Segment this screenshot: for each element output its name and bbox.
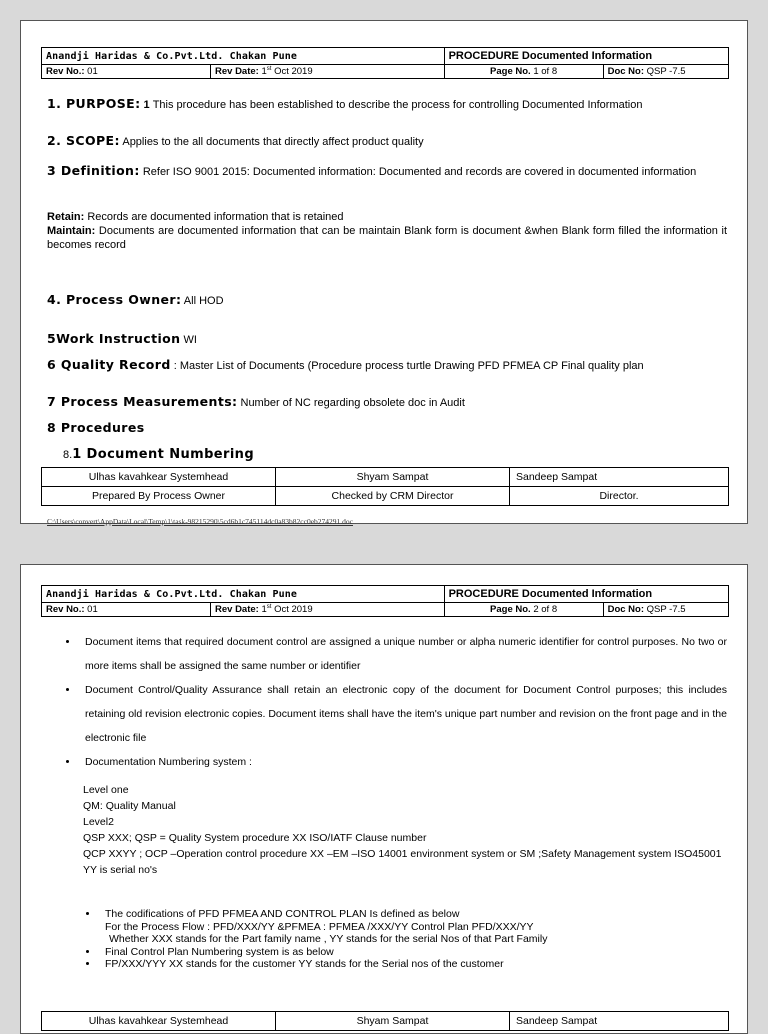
- prepared-by-role: Prepared By Process Owner: [42, 487, 276, 506]
- work-instruction-section: [47, 332, 727, 347]
- procedure-title: PROCEDURE Documented Information: [444, 586, 728, 603]
- definition-section: [47, 164, 727, 179]
- approval-table-2: [41, 1011, 729, 1031]
- document-header-table: [41, 47, 729, 79]
- approved-by-name: Sandeep Sampat: [510, 1012, 729, 1031]
- document-page-2: [20, 564, 748, 1034]
- quality-manual-line: QM: Quality Manual: [83, 800, 176, 812]
- work-instruction-heading: 5Work Instruction: [47, 331, 181, 346]
- quality-record-text: : Master List of Documents (Procedure process turtle Drawing PFD PFMEA CP Final quality plan: [170, 360, 644, 372]
- prepared-by-name: Ulhas kavahkear Systemhead: [42, 1012, 276, 1031]
- approved-by-role: Director.: [510, 487, 729, 506]
- scope-text: Applies to the all documents that directly affect product quality: [119, 136, 424, 148]
- level-two: Level2: [83, 816, 114, 828]
- codification-bullets: [83, 908, 727, 971]
- codification-explanation: Whether XXX stands for the Part family name , YY stands for the serial Nos of that Part Family: [109, 933, 548, 945]
- company-name: Anandji Haridas & Co.Pvt.Ltd. Chakan Pune: [42, 48, 445, 65]
- process-measurements-section: [47, 395, 727, 410]
- numbering-levels: [83, 782, 727, 878]
- page-no-cell: Page No. 1 of 8: [444, 65, 603, 79]
- bullet-electronic-copy: • Document Control/Quality Assurance shall retain an electronic copy of the document for Document Control purposes; this includes retaining old revision electronic copies. Document items shall have the item's unique part number and revision on the front page and in the electronic file: [79, 678, 727, 750]
- process-measurements-heading: 7 Process Measurements:: [47, 394, 238, 409]
- file-path: C:\Users\convert\AppData\Local\Temp\1\task-98215290\5cd6b1c745114dc0a83b82cc0eb274291.doc: [47, 517, 353, 526]
- doc-no-cell: Doc No: QSP -7.5: [603, 65, 728, 79]
- bullet-unique-identifier: • Document items that required document control are assigned a unique number or alpha numeric identifier for control purposes. No two or more items shall be assigned the same number or identifier: [79, 630, 727, 678]
- company-name: Anandji Haridas & Co.Pvt.Ltd. Chakan Pune: [42, 586, 445, 603]
- approval-table: [41, 467, 729, 506]
- scope-section: [47, 134, 727, 149]
- fp-line: • FP/XXX/YYY XX stands for the customer YY stands for the Serial nos of the customer: [99, 958, 727, 971]
- purpose-section: 1. PURPOSE: 1 This procedure has been established to describe the process for controlling Documented Information: [47, 96, 643, 111]
- document-page-1: [20, 20, 748, 524]
- work-instruction-text: WI: [180, 334, 197, 346]
- checked-by-name: Shyam Sampat: [276, 468, 510, 487]
- owner-section: [47, 293, 727, 308]
- procedure-title: PROCEDURE Documented Information: [444, 48, 728, 65]
- definition-heading: 3 Definition:: [47, 163, 140, 178]
- prepared-by-name: Ulhas kavahkear Systemhead: [42, 468, 276, 487]
- qcp-line: QCP XXYY ; OCP –Operation control procedure XX –EM –ISO 14001 environment system or SM ;Safety Management system ISO45001 YY is serial no's: [83, 848, 722, 876]
- final-control-plan-line: • Final Control Plan Numbering system is as below: [99, 946, 727, 959]
- document-header-table-2: [41, 585, 729, 617]
- rev-no-cell: Rev No.: 01: [42, 65, 211, 79]
- procedures-section: [47, 421, 727, 436]
- quality-record-section: [47, 358, 727, 373]
- page-no-cell: Page No. 2 of 8: [444, 603, 603, 617]
- retain-line: Retain: Records are documented information that is retained: [47, 211, 344, 223]
- control-bullets: [61, 630, 727, 774]
- maintain-line: Maintain: Documents are documented information that can be maintain Blank form is document &when Blank form filled the information it becomes record: [47, 225, 727, 251]
- quality-record-heading: 6 Quality Record: [47, 357, 171, 372]
- retain-maintain-section: [47, 210, 727, 252]
- doc-no-cell: Doc No: QSP -7.5: [603, 603, 728, 617]
- codification-process-flow: For the Process Flow : PFD/XXX/YY &PFMEA : PFMEA /XXX/YY Control Plan PFD/XXX/YY: [105, 920, 534, 933]
- document-numbering-heading: 1 Document Numbering: [72, 447, 255, 462]
- procedures-heading: 8 Procedures: [47, 420, 145, 435]
- qsp-line: QSP XXX; QSP = Quality System procedure XX ISO/IATF Clause number: [83, 832, 427, 844]
- document-numbering-section: 8.1 Document Numbering: [63, 447, 255, 462]
- level-one: Level one: [83, 784, 129, 796]
- bullet-numbering-system: • Documentation Numbering system :: [79, 750, 727, 774]
- rev-date-cell: Rev Date: 1st Oct 2019: [211, 65, 445, 79]
- checked-by-name: Shyam Sampat: [276, 1012, 510, 1031]
- checked-by-role: Checked by CRM Director: [276, 487, 510, 506]
- purpose-heading: 1. PURPOSE:: [47, 96, 141, 111]
- scope-heading: 2. SCOPE:: [47, 133, 120, 148]
- approved-by-name: Sandeep Sampat: [510, 468, 729, 487]
- owner-heading: 4. Process Owner:: [47, 292, 182, 307]
- purpose-text: This procedure has been established to describe the process for controlling Documented Information: [152, 99, 643, 111]
- process-measurements-text: Number of NC regarding obsolete doc in Audit: [237, 397, 465, 409]
- definition-text: Refer ISO 9001 2015: Documented information: Documented and records are covered in documented information: [139, 166, 697, 178]
- rev-date-cell: Rev Date: 1st Oct 2019: [211, 603, 445, 617]
- owner-text: All HOD: [181, 295, 224, 307]
- rev-no-cell: Rev No.: 01: [42, 603, 211, 617]
- codification-intro: • The codifications of PFD PFMEA AND CONTROL PLAN Is defined as below For the Process Flow : PFD/XXX/YY &PFMEA : PFMEA /XXX/YY Control Plan PFD/XXX/YY Whether XXX stands for the Part family name , YY stands for the serial Nos of that Part Family: [99, 908, 727, 946]
